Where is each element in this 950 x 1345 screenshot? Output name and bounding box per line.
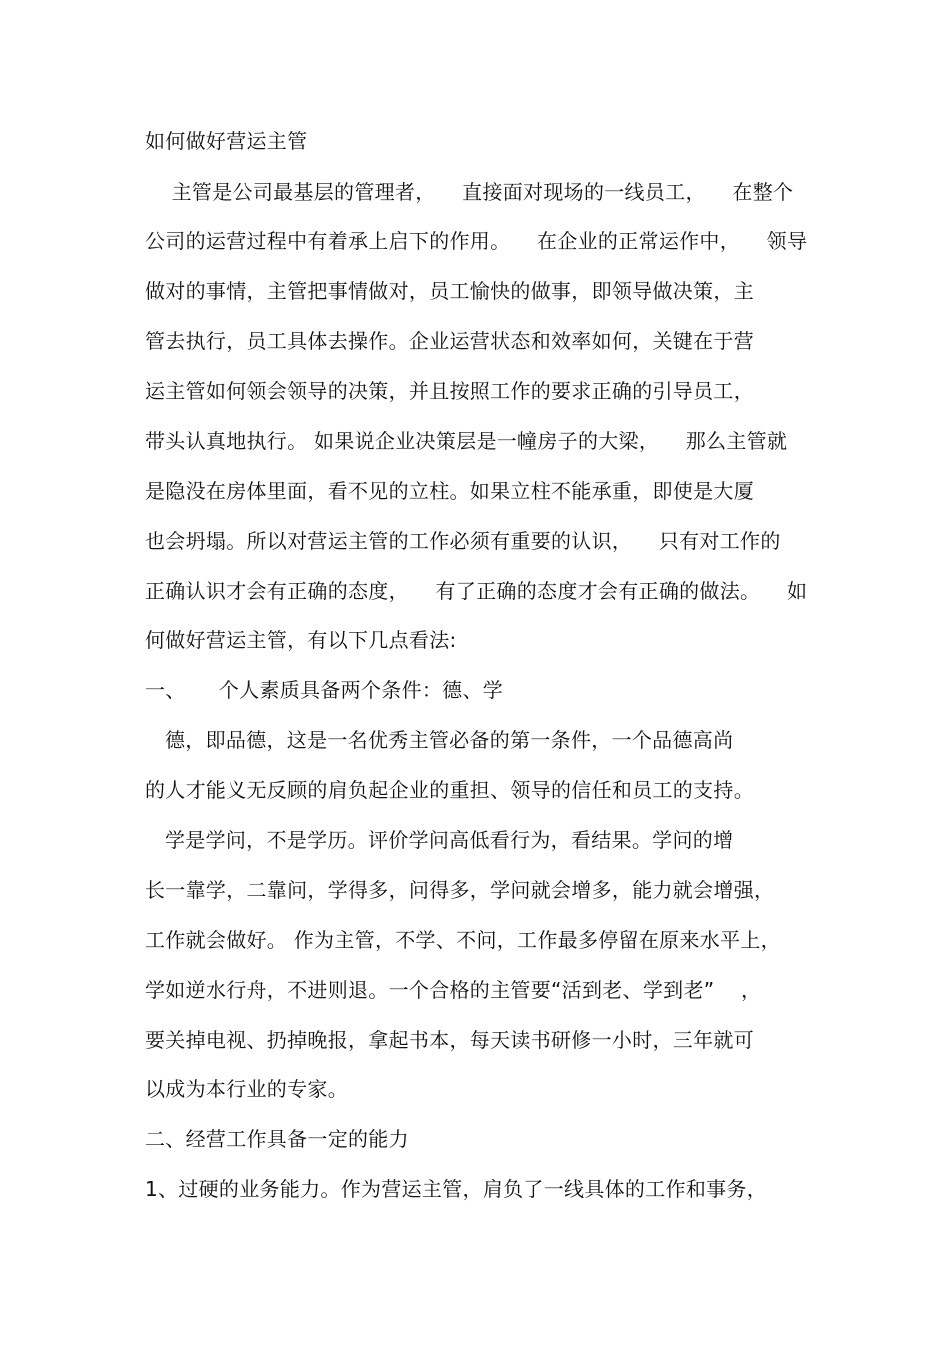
paragraph-line: 做对的事情，主管把事情做对，员工愉快的做事，即领导做决策，主 <box>145 279 754 303</box>
paragraph-line: 以成为本行业的专家。 <box>145 1077 348 1101</box>
paragraph-line: 带头认真地执行。 如果说企业决策层是一幢房子的大梁， 那么主管就 <box>145 429 788 453</box>
paragraph-line: 学是学问，不是学历。评价学问高低看行为，看结果。学问的增 <box>145 828 734 852</box>
paragraph-line: 的人才能义无反顾的肩负起企业的重担、领导的信任和员工的支持。 <box>145 778 754 802</box>
paragraph-line: 也会坍塌。所以对营运主管的工作必须有重要的认识， 只有对工作的 <box>145 529 781 553</box>
paragraph-line: 德，即品德，这是一名优秀主管必备的第一条件，一个品德高尚 <box>145 728 734 752</box>
paragraph-line: 是隐没在房体里面，看不见的立柱。如果立柱不能承重，即使是大厦 <box>145 479 754 503</box>
paragraph-line: 要关掉电视、扔掉晚报，拿起书本，每天读书研修一小时，三年就可 <box>145 1028 754 1052</box>
paragraph-line: 运主管如何领会领导的决策，并且按照工作的要求正确的引导员工， <box>145 379 754 403</box>
numbered-item-1: 1、过硬的业务能力。作为营运主管，肩负了一线具体的工作和事务， <box>145 1177 768 1201</box>
paragraph-line: 公司的运营过程中有着承上启下的作用。 在企业的正常运作中， 领导 <box>145 229 808 253</box>
section-heading-2: 二、经营工作具备一定的能力 <box>145 1127 409 1151</box>
section-heading-1: 一、 个人素质具备两个条件：德、学 <box>145 678 504 702</box>
paragraph-line: 何做好营运主管，有以下几点看法: <box>145 628 457 652</box>
paragraph-line: 正确认识才会有正确的态度， 有了正确的态度才会有正确的做法。 如 <box>145 579 808 603</box>
document-title: 如何做好营运主管 <box>145 129 308 153</box>
paragraph-line: 主管是公司最基层的管理者， 直接面对现场的一线员工， 在整个 <box>145 180 794 204</box>
paragraph-line: 工作就会做好。 作为主管，不学、不问，工作最多停留在原来水平上， <box>145 928 781 952</box>
paragraph-line: 长一靠学，二靠问，学得多，问得多，学问就会增多，能力就会增强， <box>145 878 775 902</box>
paragraph-line: 管去执行，员工具体去操作。企业运营状态和效率如何，关键在于营 <box>145 329 754 353</box>
paragraph-line: 学如逆水行舟，不进则退。一个合格的主管要“活到老、学到老” ， <box>145 978 762 1002</box>
